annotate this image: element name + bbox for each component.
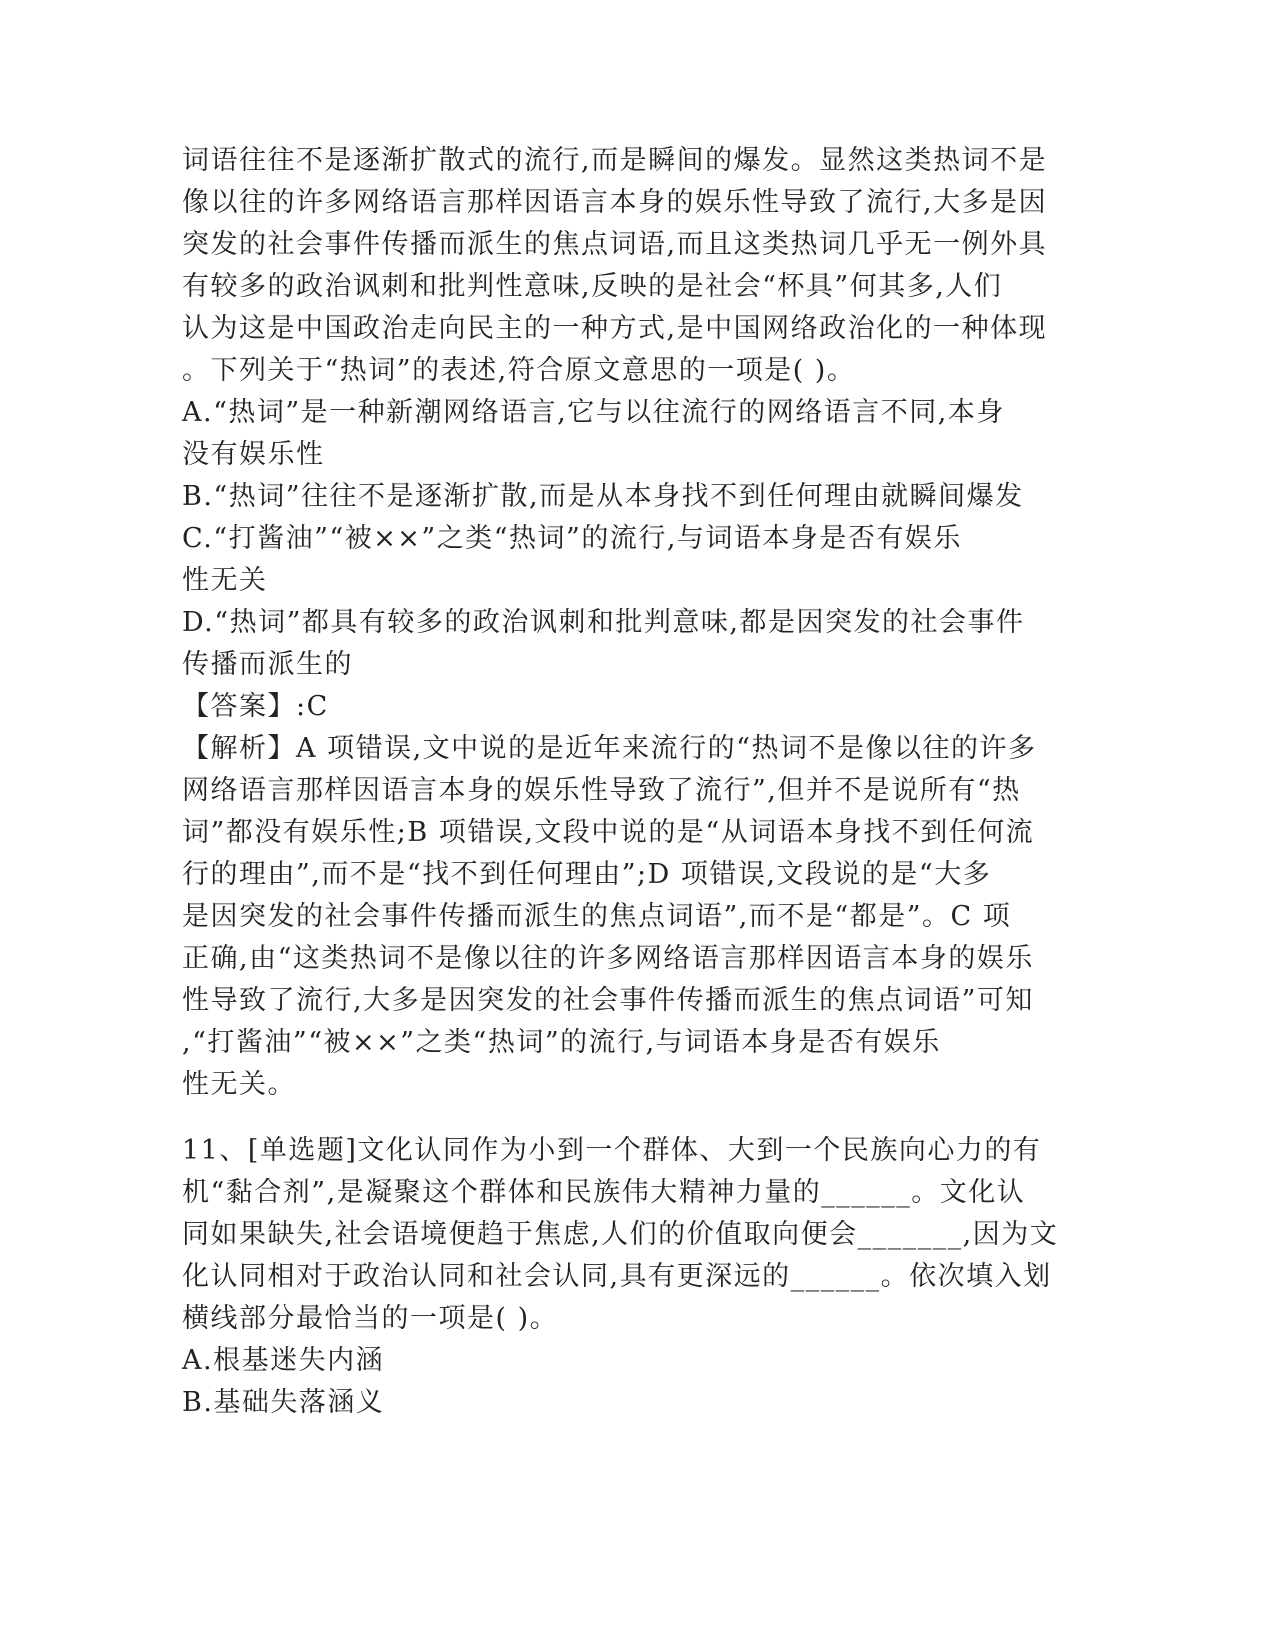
q11-question <box>182 1130 1059 1340</box>
option-line: A.根基迷失内涵 <box>182 1345 385 1376</box>
section-gap <box>182 1106 1042 1130</box>
q10-option-c <box>182 518 1042 602</box>
analysis-line: 性导致了流行,大多是因突发的社会事件传播而派生的焦点词语”可知 <box>182 985 1034 1016</box>
analysis-line: ,“打酱油”“被××”之类“热词”的流行,与词语本身是否有娱乐 <box>182 1027 941 1058</box>
q11-option-b <box>182 1382 1042 1424</box>
q10-option-d <box>182 602 1042 686</box>
passage-line: 认为这是中国政治走向民主的一种方式,是中国网络政治化的一种体现 <box>182 313 1048 344</box>
passage-line: 像以往的许多网络语言那样因语言本身的娱乐性导致了流行,大多是因 <box>182 187 1048 218</box>
question-line: 横线部分最恰当的一项是( )。 <box>182 1303 559 1334</box>
option-line: A.“热词”是一种新潮网络语言,它与以往流行的网络语言不同,本身 <box>182 397 1005 428</box>
q10-analysis <box>182 728 1042 1106</box>
analysis-line: 网络语言那样因语言本身的娱乐性导致了流行”,但并不是说所有“热 <box>182 775 1021 806</box>
analysis-line: 性无关。 <box>182 1069 296 1100</box>
q10-option-b <box>182 476 1042 518</box>
passage-line: 有较多的政治讽刺和批判性意味,反映的是社会“杯具”何其多,人们 <box>182 271 1003 302</box>
option-line: 传播而派生的 <box>182 649 353 680</box>
q10-passage <box>182 140 1048 392</box>
question-line: 同如果缺失,社会语境便趋于焦虑,人们的价值取向便会_______,因为文 <box>182 1219 1059 1250</box>
question-line: 11、[单选题]文化认同作为小到一个群体、大到一个民族向心力的有 <box>182 1135 1042 1166</box>
passage-line: 。下列关于“热词”的表述,符合原文意思的一项是( )。 <box>182 355 856 386</box>
option-line: B.“热词”往往不是逐渐扩散,而是从本身找不到任何理由就瞬间爆发 <box>182 481 1024 512</box>
analysis-line: 词”都没有娱乐性;B 项错误,文段中说的是“从词语本身找不到任何流 <box>182 817 1035 848</box>
answer-line: 【答案】:C <box>182 691 329 722</box>
document-page <box>182 140 1059 1424</box>
passage-line: 突发的社会事件传播而派生的焦点词语,而且这类热词几乎无一例外具 <box>182 229 1048 260</box>
option-line: 性无关 <box>182 565 268 596</box>
option-line: D.“热词”都具有较多的政治讽刺和批判意味,都是因突发的社会事件 <box>182 607 1025 638</box>
analysis-line: 是因突发的社会事件传播而派生的焦点词语”,而不是“都是”。C 项 <box>182 901 1012 932</box>
question-line: 化认同相对于政治认同和社会认同,具有更深远的______。依次填入划 <box>182 1261 1052 1292</box>
analysis-line: 正确,由“这类热词不是像以往的许多网络语言那样因语言本身的娱乐 <box>182 943 1034 974</box>
q11-option-a <box>182 1340 1042 1382</box>
option-line: C.“打酱油”“被××”之类“热词”的流行,与词语本身是否有娱乐 <box>182 523 962 554</box>
q10-option-a <box>182 392 1042 476</box>
q10-answer <box>182 686 1042 728</box>
option-line: B.基础失落涵义 <box>182 1387 385 1418</box>
analysis-line: 行的理由”,而不是“找不到任何理由”;D 项错误,文段说的是“大多 <box>182 859 992 890</box>
passage-line: 词语往往不是逐渐扩散式的流行,而是瞬间的爆发。显然这类热词不是 <box>182 145 1048 176</box>
question-line: 机“黏合剂”,是凝聚这个群体和民族伟大精神力量的______。文化认 <box>182 1177 1026 1208</box>
option-line: 没有娱乐性 <box>182 439 325 470</box>
analysis-line: 【解析】A 项错误,文中说的是近年来流行的“热词不是像以往的许多 <box>182 733 1037 764</box>
